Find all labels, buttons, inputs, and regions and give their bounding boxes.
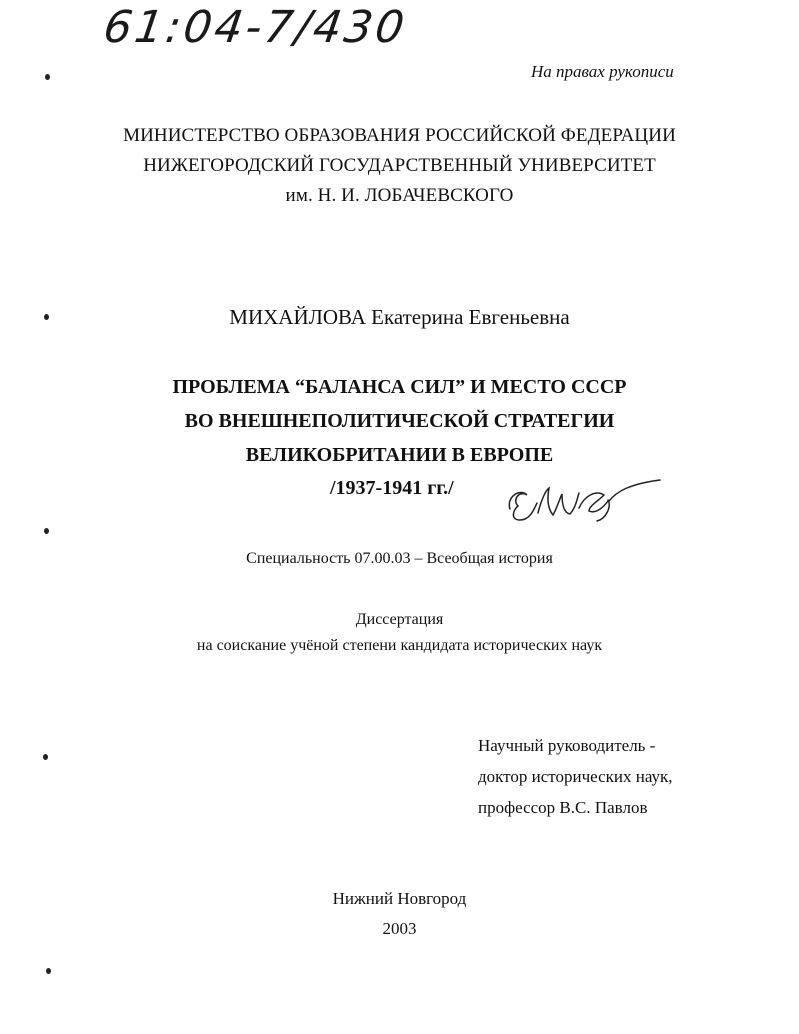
institution-line-3: им. Н. И. ЛОБАЧЕВСКОГО	[285, 185, 514, 206]
footer-place-date	[0, 884, 799, 944]
specialty: Специальность 07.00.03 – Всеобщая история	[246, 550, 553, 567]
author-name: МИХАЙЛОВА Екатерина Евгеньевна	[229, 305, 570, 329]
archive-code-handwritten	[100, 2, 444, 60]
supervisor-line-1: Научный руководитель -	[478, 736, 656, 755]
dissertation-note	[0, 607, 799, 659]
title-line-3: ВЕЛИКОБРИТАНИИ В ЕВРОПЕ	[245, 444, 554, 466]
margin-hole-mark	[44, 314, 49, 320]
archive-code-text: 61:04-7/430	[100, 2, 411, 53]
title-line-1: ПРОБЛЕМА “БАЛАНСА СИЛ” И МЕСТО СССР	[172, 376, 627, 398]
degree-note: на соискание учёной степени кандидата исторических наук	[196, 637, 603, 654]
supervisor-line-3: профессор В.С. Павлов	[478, 798, 648, 817]
institution-line-1: МИНИСТЕРСТВО ОБРАЗОВАНИЯ РОССИЙСКОЙ ФЕДЕРАЦИИ	[123, 125, 676, 146]
margin-hole-mark	[43, 754, 48, 760]
margin-hole-mark	[45, 74, 50, 80]
signature	[500, 470, 670, 534]
rights-note: На правах рукописи	[531, 62, 674, 81]
margin-hole-mark	[46, 968, 51, 974]
supervisor-line-2: доктор исторических наук,	[478, 767, 673, 786]
title-line-2: ВО ВНЕШНЕПОЛИТИЧЕСКОЙ СТРАТЕГИИ	[184, 410, 615, 432]
institution-line-2: НИЖЕГОРОДСКИЙ ГОСУДАРСТВЕННЫЙ УНИВЕРСИТЕТ	[143, 155, 656, 176]
institution-block	[0, 121, 799, 211]
title-years: /1937-1941 гг./	[330, 477, 454, 499]
dissertation-title	[0, 370, 799, 472]
year: 2003	[382, 919, 417, 938]
supervisor-block	[478, 730, 673, 823]
city: Нижний Новгород	[332, 889, 467, 908]
margin-hole-mark	[44, 528, 49, 534]
dissertation-label: Диссертация	[355, 611, 444, 628]
